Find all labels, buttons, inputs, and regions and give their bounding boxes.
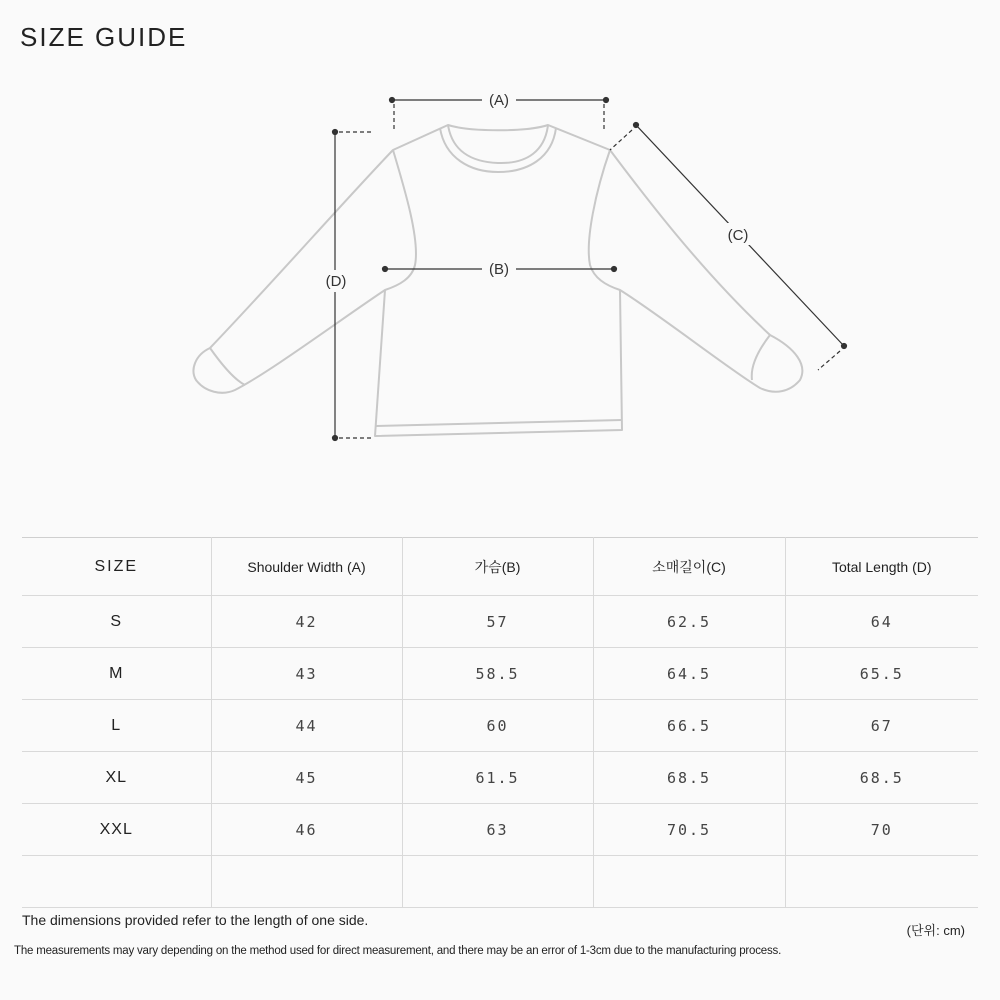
measure-line-c: [610, 123, 847, 371]
table-cell: 57: [402, 596, 593, 648]
table-row: [22, 648, 978, 700]
table-cell: 45: [211, 752, 402, 804]
table-row-empty: [22, 856, 978, 908]
table-cell: [211, 856, 402, 908]
table-cell: [402, 856, 593, 908]
table-row: [22, 752, 978, 804]
label-a: (A): [489, 92, 509, 109]
header-chest: 가슴(B): [402, 538, 593, 596]
table-cell: 61.5: [402, 752, 593, 804]
table-cell: 58.5: [402, 648, 593, 700]
variance-note: The measurements may vary depending on the method used for direct measurement, and there may be an error of 1-3cm due to the manufacturing process.: [14, 945, 782, 957]
label-d: (D): [325, 273, 347, 290]
label-b: (B): [489, 261, 509, 278]
size-cell: XL: [22, 752, 211, 804]
header-shoulder-width: Shoulder Width (A): [211, 538, 402, 596]
size-cell: M: [22, 648, 211, 700]
table-cell: 64.5: [593, 648, 785, 700]
garment-diagram: [0, 80, 1000, 460]
table-cell: 68.5: [785, 752, 978, 804]
table-cell: 60: [402, 700, 593, 752]
table-cell: 66.5: [593, 700, 785, 752]
table-cell: 63: [402, 804, 593, 856]
table-cell: 70: [785, 804, 978, 856]
table-row: [22, 700, 978, 752]
label-c: (C): [727, 227, 749, 244]
header-sleeve-length: 소매길이(C): [593, 538, 785, 596]
table-cell: 46: [211, 804, 402, 856]
table-cell: 65.5: [785, 648, 978, 700]
table-cell: 42: [211, 596, 402, 648]
unit-note: (단위: cm): [906, 923, 965, 938]
table-cell: 62.5: [593, 596, 785, 648]
table-cell: 44: [211, 700, 402, 752]
table-cell: [593, 856, 785, 908]
table-cell: 70.5: [593, 804, 785, 856]
table-cell: 67: [785, 700, 978, 752]
size-table: [22, 537, 978, 908]
size-cell: XXL: [22, 804, 211, 856]
table-row: [22, 596, 978, 648]
sweater-outline: [194, 125, 803, 436]
table-cell: 64: [785, 596, 978, 648]
size-cell: S: [22, 596, 211, 648]
table-cell: 43: [211, 648, 402, 700]
size-cell: L: [22, 700, 211, 752]
page-title: SIZE GUIDE: [20, 22, 188, 52]
table-header-row: [22, 538, 978, 596]
table-row: [22, 804, 978, 856]
size-cell: [22, 856, 211, 908]
table-cell: [785, 856, 978, 908]
header-size: SIZE: [22, 538, 211, 596]
header-total-length: Total Length (D): [785, 538, 978, 596]
table-cell: 68.5: [593, 752, 785, 804]
one-side-note: The dimensions provided refer to the length of one side.: [22, 912, 369, 928]
